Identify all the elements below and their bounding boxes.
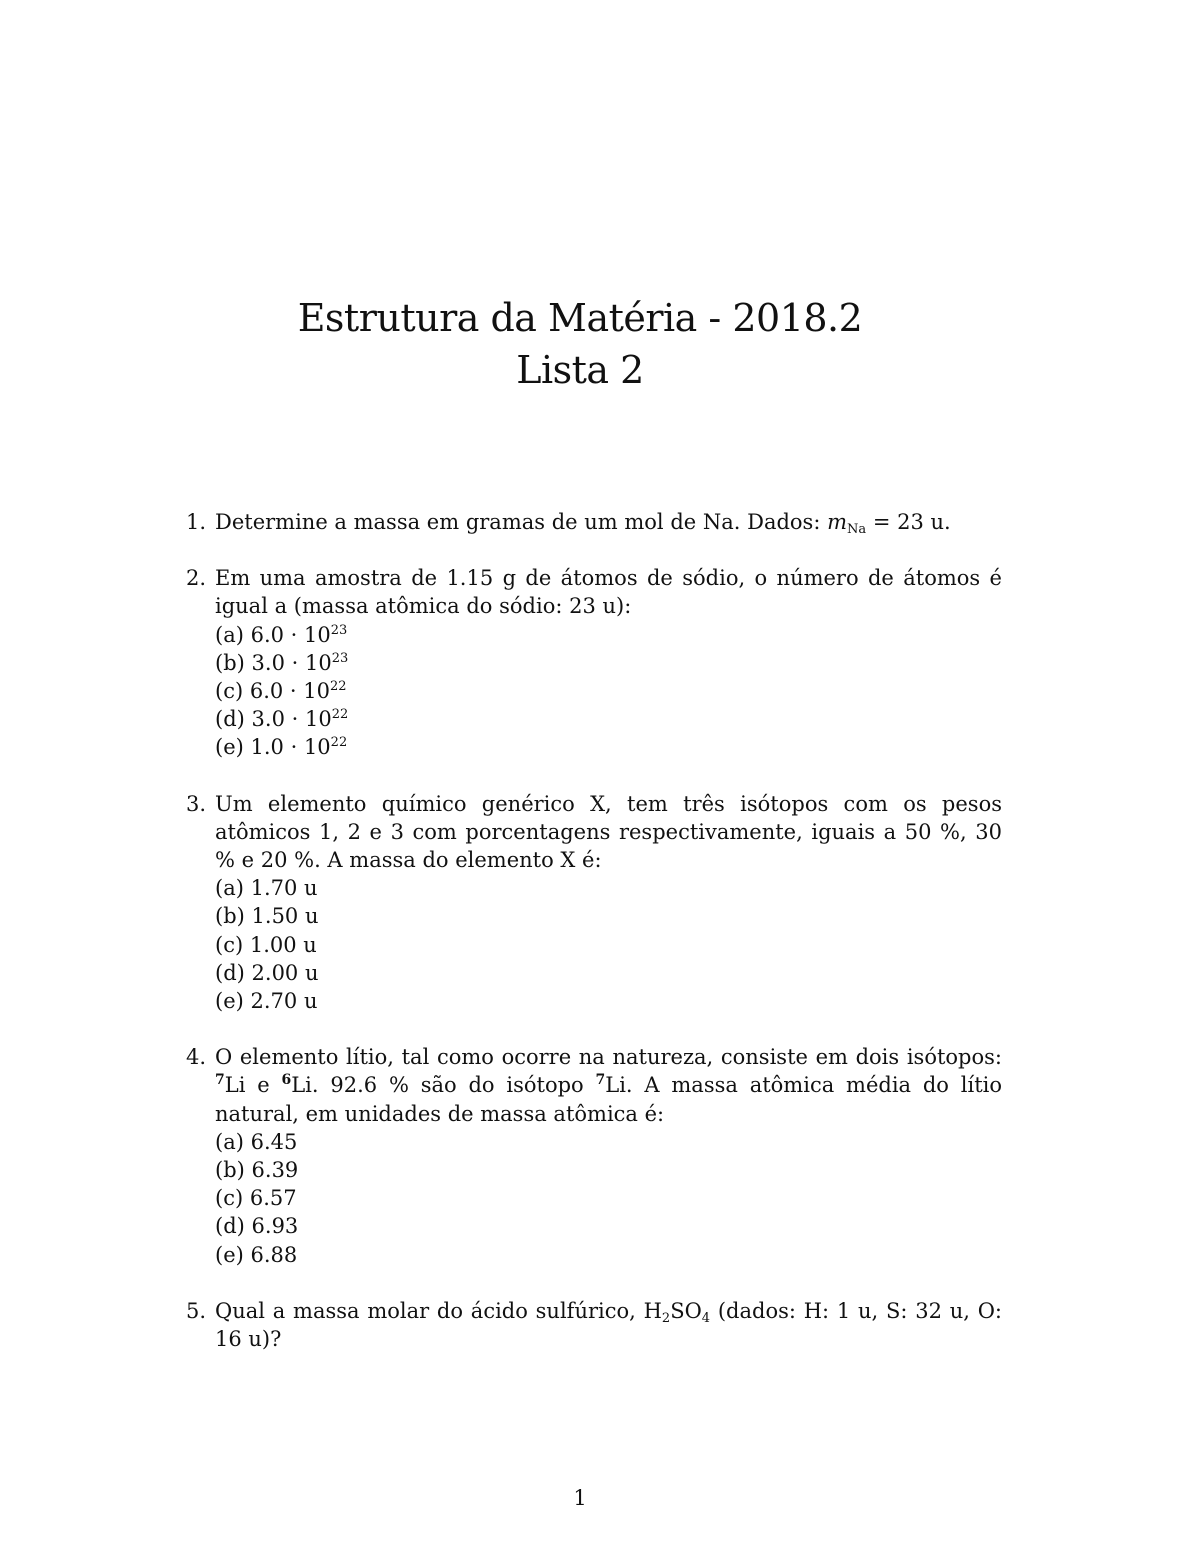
option-letter: (d) xyxy=(215,707,245,732)
question-text-part: O elemento lítio, tal como ocorre na natureza, consiste em dois isótopos: xyxy=(215,1045,1002,1070)
option-list xyxy=(215,1128,1002,1269)
question-text-part: (dados: H: 1 u, S: 32 u, O: 16 u)? xyxy=(215,1298,1002,1352)
option-value: 3.0 · 10 xyxy=(251,650,332,675)
question-text-part: = 23 u. xyxy=(866,510,951,534)
option-value: 1.50 u xyxy=(251,904,319,929)
question-2 xyxy=(0,564,1200,761)
option-value: 6.57 xyxy=(249,1186,297,1211)
option-letter: (b) xyxy=(215,650,245,675)
option-c xyxy=(215,1184,1002,1212)
option-value: 1.0 · 10 xyxy=(250,735,331,760)
question-body xyxy=(215,1043,1002,1269)
question-body xyxy=(215,564,1002,761)
question-number: 1. xyxy=(186,510,207,534)
element-symbol: Li xyxy=(224,1073,246,1098)
option-value: 6.39 xyxy=(251,1158,299,1183)
question-body xyxy=(215,1297,1002,1353)
option-letter: (c) xyxy=(215,679,244,704)
question-3 xyxy=(0,790,1200,1016)
option-letter: (b) xyxy=(215,1158,245,1183)
question-4 xyxy=(0,1043,1200,1269)
question-body xyxy=(215,790,1002,1016)
option-a xyxy=(215,621,1002,649)
question-number: 5. xyxy=(186,1298,207,1323)
question-text xyxy=(215,1043,1002,1128)
question-1 xyxy=(0,508,1200,536)
question-list xyxy=(0,508,1200,1381)
option-b xyxy=(215,649,1002,677)
option-exponent: 22 xyxy=(330,735,348,751)
formula-subscript: 2 xyxy=(661,1310,671,1326)
isotope-mass-number: 7 xyxy=(595,1072,606,1089)
option-letter: (c) xyxy=(215,1186,244,1211)
option-c xyxy=(215,677,1002,705)
option-b xyxy=(215,1156,1002,1184)
option-exponent: 23 xyxy=(331,650,349,666)
option-e xyxy=(215,987,1002,1015)
option-letter: (d) xyxy=(215,960,245,985)
question-text-part: SO xyxy=(670,1298,702,1323)
list-title: Lista 2 xyxy=(516,348,644,392)
option-value: 6.93 xyxy=(251,1214,299,1239)
question-number: 3. xyxy=(186,791,207,816)
option-d xyxy=(215,1212,1002,1240)
option-b xyxy=(215,902,1002,930)
course-title: Estrutura da Matéria - 2018.2 xyxy=(297,296,863,340)
option-letter: (b) xyxy=(215,904,245,929)
document-title xyxy=(0,292,1160,396)
question-5 xyxy=(0,1297,1200,1353)
question-text-part: Determine a massa em gramas de um mol de Na. Dados: xyxy=(215,510,828,534)
question-text: Em uma amostra de 1.15 g de átomos de sódio, o número de átomos é igual a (massa atômica do sódio: 23 u): xyxy=(215,566,1002,619)
option-letter: (e) xyxy=(215,1242,244,1267)
option-exponent: 22 xyxy=(330,679,347,695)
option-value: 3.0 · 10 xyxy=(251,707,332,732)
option-value: 2.00 u xyxy=(251,960,319,985)
option-value: 6.45 xyxy=(250,1129,298,1154)
option-letter: (e) xyxy=(215,989,244,1014)
option-e xyxy=(215,1241,1002,1269)
question-text-part: . 92.6 % são do isótopo xyxy=(311,1073,596,1098)
option-exponent: 23 xyxy=(330,622,348,638)
option-a xyxy=(215,874,1002,902)
option-d xyxy=(215,705,1002,733)
element-symbol: Li xyxy=(605,1073,626,1098)
option-e xyxy=(215,733,1002,761)
option-value: 6.88 xyxy=(250,1242,298,1267)
option-letter: (c) xyxy=(215,932,244,957)
question-text: Um elemento químico genérico X, tem três isótopos com os pesos atômicos 1, 2 e 3 com porcentagens respectivamente, iguais a 50 %, 30 % e 20 %. A massa do elemento X é: xyxy=(215,791,1002,873)
option-value: 6.0 · 10 xyxy=(250,622,331,647)
question-text xyxy=(215,1297,1002,1353)
isotope-mass-number: 7 xyxy=(215,1072,225,1089)
math-variable: m xyxy=(827,510,847,534)
option-value: 2.70 u xyxy=(250,989,318,1014)
option-letter: (a) xyxy=(215,622,244,647)
option-value: 1.70 u xyxy=(250,876,318,901)
math-subscript: Na xyxy=(847,522,867,537)
question-text-part: . A massa atômica média do lítio natural, em unidades de massa atômica é: xyxy=(215,1073,1002,1126)
option-letter: (d) xyxy=(215,1214,245,1239)
question-text-part: e xyxy=(245,1073,282,1098)
option-letter: (a) xyxy=(215,1129,244,1154)
question-number: 4. xyxy=(186,1045,207,1070)
formula-subscript: 4 xyxy=(701,1310,711,1326)
page-number: 1 xyxy=(573,1486,587,1510)
element-symbol: Li xyxy=(291,1073,312,1098)
option-list xyxy=(215,621,1002,762)
question-number: 2. xyxy=(186,566,207,591)
option-value: 6.0 · 10 xyxy=(249,679,330,704)
option-letter: (a) xyxy=(215,876,244,901)
option-a xyxy=(215,1128,1002,1156)
option-letter: (e) xyxy=(215,735,244,760)
question-text-part: Qual a massa molar do ácido sulfúrico, H xyxy=(215,1298,662,1323)
option-value: 1.00 u xyxy=(249,932,317,957)
question-body xyxy=(215,508,1002,536)
option-exponent: 22 xyxy=(331,707,349,723)
isotope-mass-number: 6 xyxy=(281,1072,292,1089)
option-d xyxy=(215,959,1002,987)
option-list xyxy=(215,874,1002,1015)
option-c xyxy=(215,931,1002,959)
question-text xyxy=(215,508,1002,536)
